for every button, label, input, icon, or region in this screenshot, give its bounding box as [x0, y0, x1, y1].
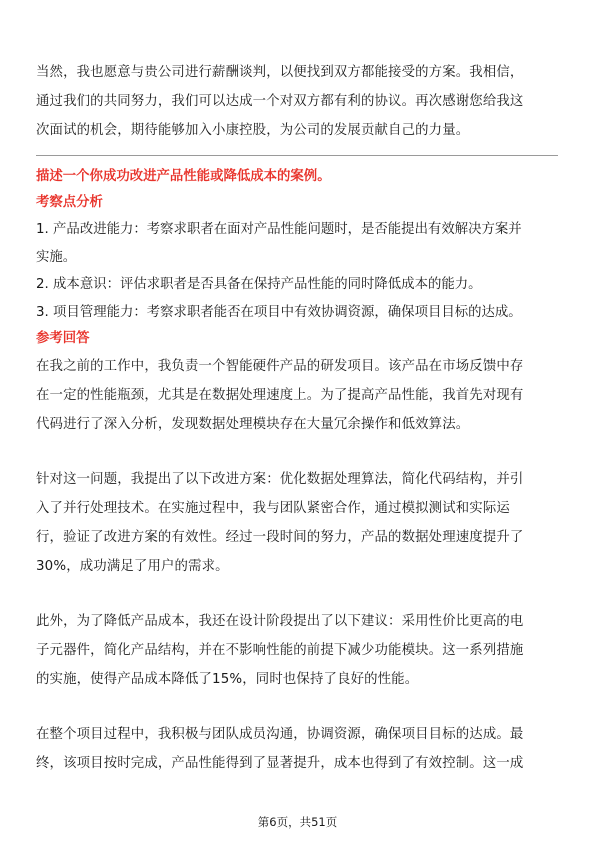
text-line: 次面试的机会，期待能够加入小康控股，为公司的发展贡献自己的力量。 — [36, 123, 470, 138]
answer-heading: 参考回答 — [36, 331, 90, 346]
text-line: 在整个项目过程中，我积极与团队成员沟通，协调资源，确保项目目标的达成。最 — [36, 727, 524, 742]
text-line: 行，验证了改进方案的有效性。经过一段时间的努力，产品的数据处理速度提升了 — [36, 530, 524, 545]
text-line: 的实施，使得产品成本降低了15%，同时也保持了良好的性能。 — [36, 672, 419, 687]
text-line: 通过我们的共同努力，我们可以达成一个对双方都有利的协议。再次感谢您给我这 — [36, 94, 524, 109]
page-content — [36, 58, 558, 778]
paragraph-gap — [36, 439, 558, 465]
text-line: 针对这一问题，我提出了以下改进方案：优化数据处理算法，简化代码结构，并引 — [36, 472, 524, 487]
text-line: 3. 项目管理能力：考察求职者能否在项目中有效协调资源，确保项目目标的达成。 — [36, 304, 522, 320]
answer-paragraph — [36, 720, 558, 778]
question-heading: 描述一个你成功改进产品性能或降低成本的案例。 — [36, 169, 331, 184]
page-number-footer: 第6页，共51页 — [257, 815, 338, 829]
list-item — [36, 299, 558, 327]
section-divider — [36, 155, 558, 156]
paragraph-gap — [36, 581, 558, 607]
answer-paragraph — [36, 352, 558, 439]
text-line: 30%，成功满足了用户的需求。 — [36, 559, 229, 574]
analysis-list — [36, 216, 558, 326]
answer-paragraph — [36, 465, 558, 581]
text-line: 在我之前的工作中，我负责一个智能硬件产品的研发项目。该产品在市场反馈中存 — [36, 359, 524, 374]
list-item — [36, 271, 558, 299]
list-item — [36, 216, 558, 271]
analysis-heading: 考察点分析 — [36, 195, 103, 210]
text-line: 此外，为了降低产品成本，我还在设计阶段提出了以下建议：采用性价比更高的电 — [36, 614, 524, 629]
text-line: 终，该项目按时完成，产品性能得到了显著提升，成本也得到了有效控制。这一成 — [36, 756, 524, 771]
text-line: 在一定的性能瓶颈，尤其是在数据处理速度上。为了提高产品性能，我首先对现有 — [36, 388, 524, 403]
text-line: 当然，我也愿意与贵公司进行薪酬谈判，以便找到双方都能接受的方案。我相信， — [36, 65, 524, 80]
paragraph-gap — [36, 694, 558, 720]
intro-paragraph — [36, 58, 558, 145]
text-line: 入了并行处理技术。在实施过程中，我与团队紧密合作，通过模拟测试和实际运 — [36, 501, 510, 516]
text-line: 子元器件，简化产品结构，并在不影响性能的前提下减少功能模块。这一系列措施 — [36, 643, 524, 658]
text-line: 代码进行了深入分析，发现数据处理模块存在大量冗余操作和低效算法。 — [36, 417, 470, 432]
text-line: 1. 产品改进能力：考察求职者在面对产品性能问题时，是否能提出有效解决方案并 — [36, 222, 522, 237]
answer-paragraph — [36, 607, 558, 694]
text-line: 2. 成本意识：评估求职者是否具备在保持产品性能的同时降低成本的能力。 — [36, 277, 482, 292]
text-line: 实施。 — [36, 249, 77, 265]
